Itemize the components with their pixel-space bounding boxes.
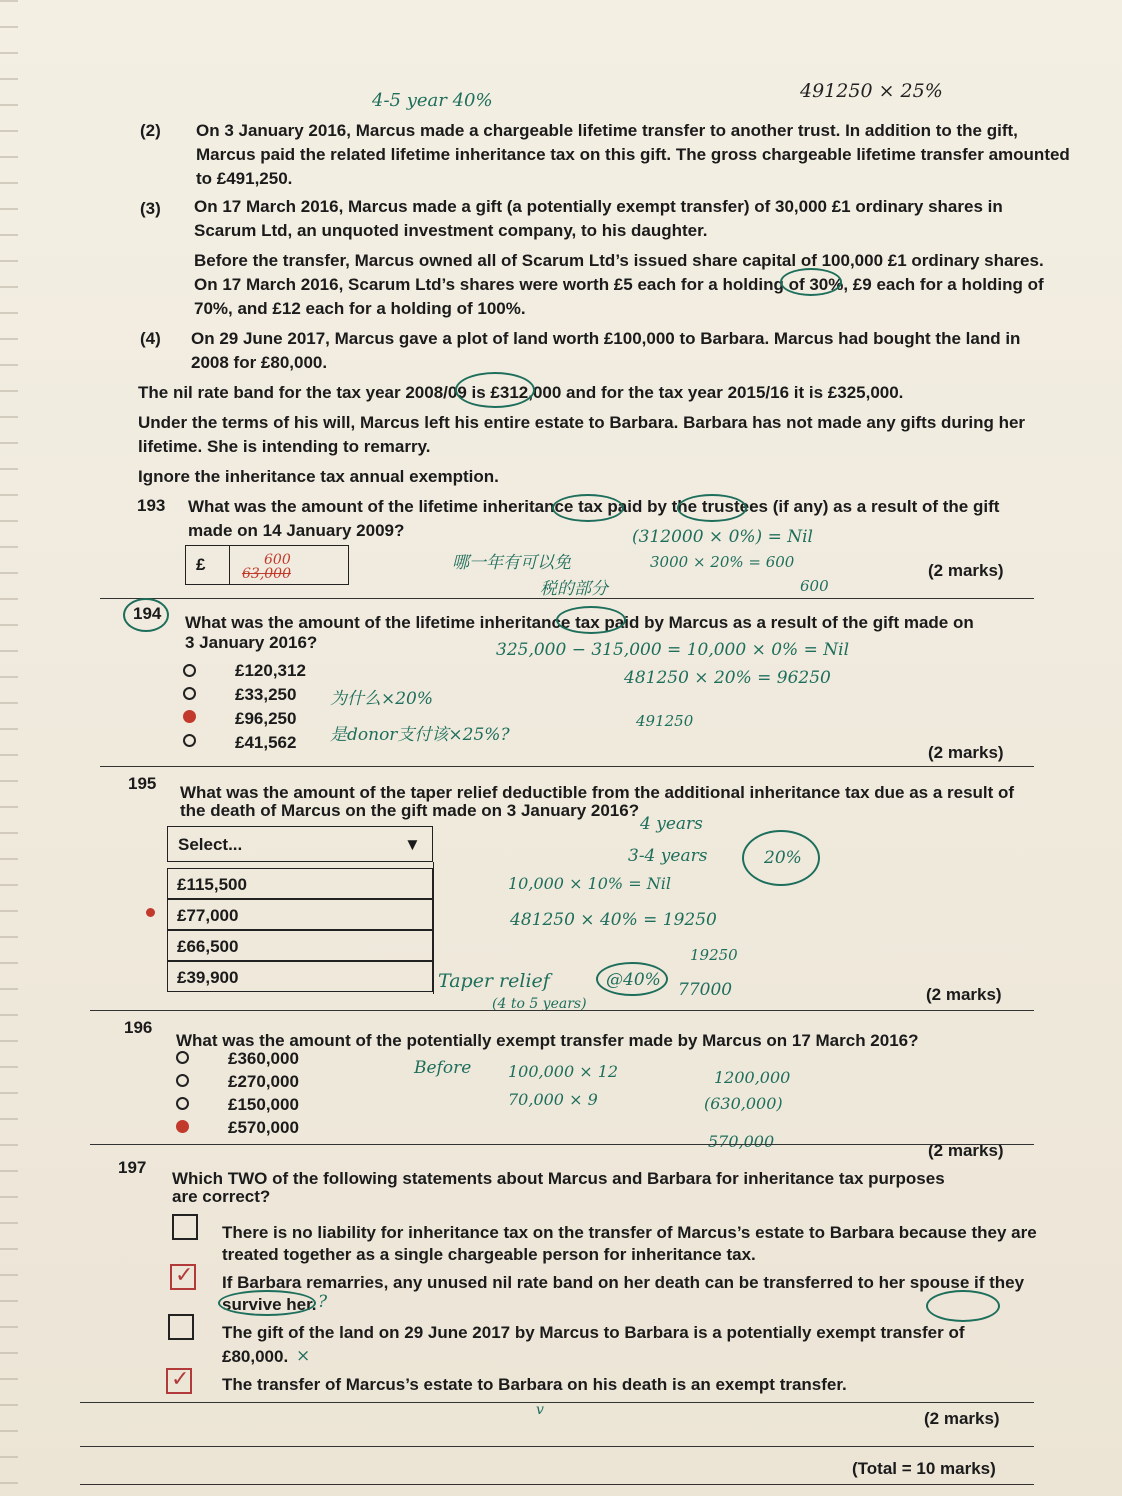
option-label: £41,562 — [235, 733, 297, 752]
divider — [80, 1484, 1034, 1485]
item2-line: Marcus paid the related lifetime inheritance tax on this gift. The gross chargeable lifetime transfer amounted — [196, 145, 1070, 164]
nil-rate-band-text: The nil rate band for the tax year 2008/09 is £312,000 and for the tax year 2015/16 it is £325,000. — [138, 383, 904, 402]
answer-dropdown[interactable] — [167, 826, 433, 862]
note: 是donor支付该×25%? — [330, 725, 510, 745]
note: v — [536, 1402, 544, 1418]
item4-line: 2008 for £80,000. — [191, 353, 328, 372]
question-text: What was the amount of the lifetime inheritance tax paid by the trustees (if any) as a result of the gift — [188, 497, 1000, 516]
divider — [90, 1010, 1034, 1011]
will-text: Under the terms of his will, Marcus left his entire estate to Barbara. Barbara has not made any gifts during her — [138, 413, 1026, 432]
note: 600 — [800, 577, 829, 595]
question-number: 195 — [128, 774, 157, 793]
option-radio-selected[interactable] — [176, 1120, 189, 1133]
note: 570,000 — [708, 1132, 775, 1151]
question-number: 193 — [137, 496, 166, 515]
question-text: the death of Marcus on the gift made on 3 January 2016? — [180, 801, 640, 820]
ink-circle — [677, 494, 747, 522]
note: × — [296, 1346, 311, 1366]
item-number: (2) — [140, 121, 161, 140]
note: 税的部分 — [540, 579, 608, 599]
ink-circle — [218, 1290, 316, 1316]
ink-circle — [780, 268, 842, 296]
marks: (2 marks) — [928, 561, 1004, 580]
statement-checkbox-checked[interactable] — [166, 1368, 192, 1394]
statement-text: There is no liability for inheritance tax on the transfer of Marcus’s estate to Barbara because they are — [222, 1223, 1037, 1242]
option-radio-selected[interactable] — [183, 710, 196, 723]
option-label: £96,250 — [235, 709, 297, 728]
option-radio[interactable] — [176, 1097, 189, 1110]
question-text: Which TWO of the following statements about Marcus and Barbara for inheritance tax purposes — [172, 1169, 945, 1188]
note: 1200,000 — [714, 1068, 791, 1087]
note-top-left: 4-5 year 40% — [372, 90, 493, 111]
note: 3-4 years — [628, 846, 708, 866]
question-number: 197 — [118, 1158, 147, 1177]
option-label: £120,312 — [235, 661, 306, 680]
item2-line: On 3 January 2016, Marcus made a chargeable lifetime transfer to another trust. In addition to the gift, — [196, 121, 1018, 140]
statement-checkbox[interactable] — [168, 1314, 194, 1340]
option-label: £360,000 — [228, 1049, 299, 1068]
marks: (2 marks) — [928, 1141, 1004, 1160]
question-text: 3 January 2016? — [185, 633, 318, 652]
question-text: What was the amount of the lifetime inheritance tax paid by Marcus as a result of the gift made on — [185, 613, 974, 632]
note: 20% — [764, 848, 802, 868]
statement-checkbox[interactable] — [172, 1214, 198, 1240]
ink-circle — [556, 606, 626, 634]
divider — [90, 1144, 1034, 1145]
question-text: What was the amount of the potentially exempt transfer made by Marcus on 17 March 2016? — [176, 1031, 919, 1050]
item2-line: to £491,250. — [196, 169, 293, 188]
item3-line: 70%, and £12 each for a holding of 100%. — [194, 299, 526, 318]
struck-value: 63,000 — [242, 566, 291, 582]
note: 4 years — [640, 814, 703, 834]
option-radio[interactable] — [183, 687, 196, 700]
marks: (2 marks) — [928, 743, 1004, 762]
note: @40% — [606, 970, 661, 990]
total-marks: (Total = 10 marks) — [852, 1459, 996, 1478]
chevron-down-icon: ▼ — [404, 835, 421, 854]
option-radio[interactable] — [176, 1051, 189, 1064]
item4-line: On 29 June 2017, Marcus gave a plot of land worth £100,000 to Barbara. Marcus had bought the land in — [191, 329, 1021, 348]
option-radio[interactable] — [183, 734, 196, 747]
note: Before — [414, 1058, 472, 1078]
dropdown-option[interactable]: £66,500 — [167, 930, 433, 961]
note: 19250 — [690, 946, 738, 964]
dropdown-option[interactable]: £77,000 — [167, 899, 433, 930]
option-label: £150,000 — [228, 1095, 299, 1114]
selected-marker — [146, 908, 155, 917]
note: 100,000 × 12 — [508, 1062, 619, 1081]
dropdown-placeholder: Select... — [178, 835, 243, 854]
item3-line: Before the transfer, Marcus owned all of Scarum Ltd’s issued share capital of 100,000 £1 ordinary shares. — [194, 251, 1044, 270]
option-radio[interactable] — [176, 1074, 189, 1087]
note: 哪一年有可以免 — [452, 553, 571, 573]
note: 70,000 × 9 — [508, 1090, 598, 1109]
statement-text: treated together as a single chargeable person for inheritance tax. — [222, 1245, 756, 1264]
divider — [80, 1402, 1034, 1403]
option-radio[interactable] — [183, 664, 196, 677]
ink-circle — [926, 1290, 1000, 1322]
check-icon: ✓ — [171, 1367, 190, 1392]
check-icon: ✓ — [175, 1263, 194, 1288]
question-text: are correct? — [172, 1187, 271, 1206]
note: (630,000) — [704, 1094, 783, 1113]
divider — [100, 598, 1034, 599]
note: 491250 — [636, 712, 694, 730]
question-text: What was the amount of the taper relief deductible from the additional inheritance tax due as a result of — [180, 783, 1015, 802]
divider — [80, 1446, 1034, 1447]
item-number: (4) — [140, 329, 161, 348]
note: 481250 × 20% = 96250 — [624, 668, 831, 688]
statement-text: survive her. — [222, 1295, 317, 1314]
statement-text: If Barbara remarries, any unused nil rate band on her death can be transferred to her spouse if they — [222, 1273, 1025, 1292]
item3-line: On 17 March 2016, Scarum Ltd’s shares were worth £5 each for a holding of 30%, £9 each for a holding of — [194, 275, 1044, 294]
marks: (2 marks) — [926, 985, 1002, 1004]
answer-value: 600 — [264, 552, 291, 568]
dropdown-option[interactable]: £39,900 — [167, 961, 433, 992]
note: 3000 × 20% = 600 — [650, 553, 795, 571]
question-number: 196 — [124, 1018, 153, 1037]
ink-circle — [455, 372, 535, 408]
note: 325,000 − 315,000 = 10,000 × 0% = Nil — [496, 640, 850, 660]
question-text: made on 14 January 2009? — [188, 521, 405, 540]
will-text: lifetime. She is intending to remarry. — [138, 437, 431, 456]
note: (312000 × 0%) = Nil — [632, 527, 813, 547]
note-top-right: 491250 × 25% — [800, 80, 943, 102]
item3-line: On 17 March 2016, Marcus made a gift (a potentially exempt transfer) of 30,000 £1 ordinary shares in — [194, 197, 1003, 216]
note: ? — [318, 1292, 328, 1312]
question-number: 194 — [133, 604, 162, 623]
binding-edge — [0, 0, 18, 1496]
marks: (2 marks) — [924, 1409, 1000, 1428]
option-label: £570,000 — [228, 1118, 299, 1137]
note: 10,000 × 10% = Nil — [508, 874, 671, 893]
currency-symbol: £ — [196, 555, 206, 574]
note: Taper relief — [438, 970, 550, 992]
note: 77000 — [678, 980, 733, 1000]
statement-text: £80,000. — [222, 1347, 289, 1366]
dropdown-option[interactable]: £115,500 — [167, 868, 433, 899]
statement-checkbox-checked[interactable] — [170, 1264, 196, 1290]
divider — [100, 766, 1034, 767]
item-number: (3) — [140, 199, 161, 218]
note: 为什么×20% — [330, 689, 434, 709]
ignore-text: Ignore the inheritance tax annual exemption. — [138, 467, 499, 486]
ink-circle — [552, 494, 624, 522]
note: (4 to 5 years) — [492, 996, 587, 1012]
item3-line: Scarum Ltd, an unquoted investment company, to his daughter. — [194, 221, 708, 240]
option-label: £270,000 — [228, 1072, 299, 1091]
note: 481250 × 40% = 19250 — [510, 910, 717, 930]
statement-text: The transfer of Marcus’s estate to Barbara on his death is an exempt transfer. — [222, 1375, 847, 1394]
answer-input[interactable] — [185, 545, 349, 585]
statement-text: The gift of the land on 29 June 2017 by Marcus to Barbara is a potentially exempt transfer of — [222, 1323, 965, 1342]
option-label: £33,250 — [235, 685, 297, 704]
